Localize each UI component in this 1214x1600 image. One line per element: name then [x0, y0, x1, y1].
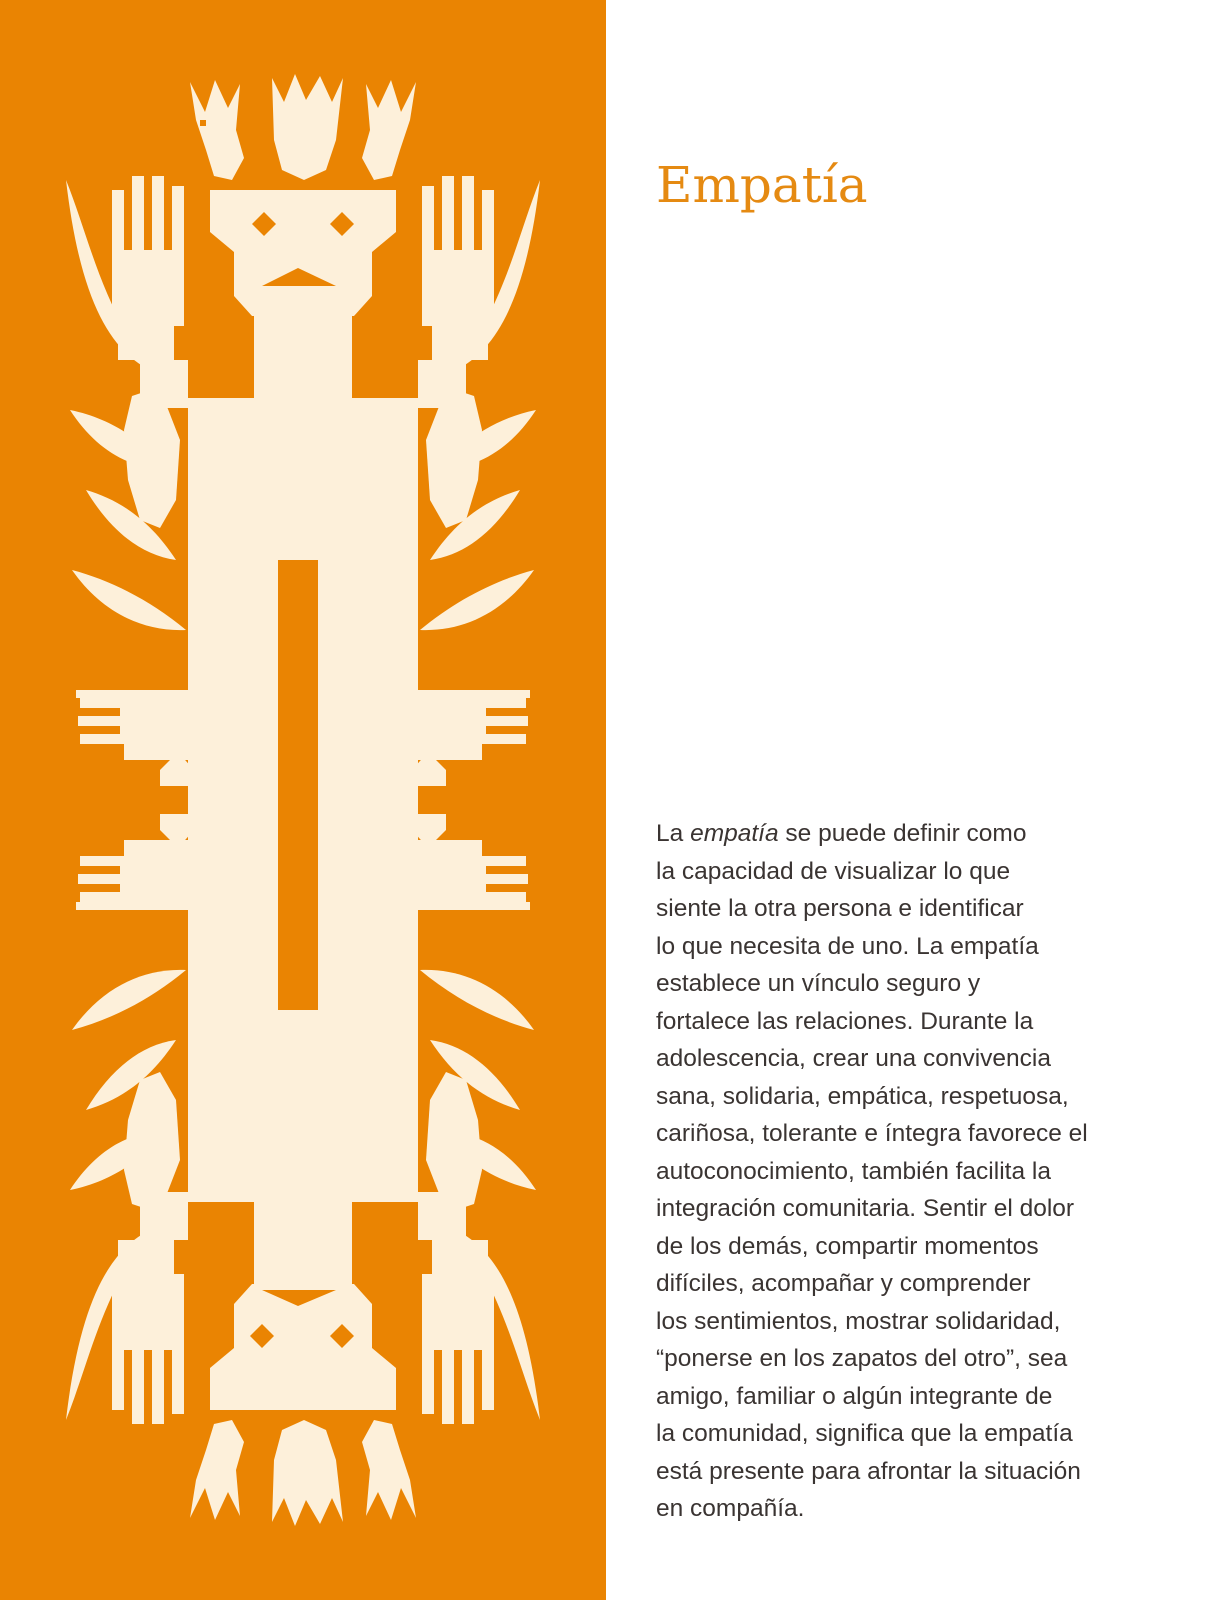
body-line: en compañía.: [656, 1495, 805, 1522]
body-line: autoconocimiento, también facilita la: [656, 1157, 1051, 1185]
body-line: amigo, familiar o algún integrante de: [656, 1382, 1053, 1410]
page-title: Empatía: [656, 156, 868, 214]
body-line: está presente para afrontar la situación: [656, 1457, 1081, 1485]
body-line: de los demás, compartir momentos: [656, 1232, 1039, 1260]
emphasized-term: empatía: [690, 820, 779, 847]
body-line: establece un vínculo seguro y: [656, 970, 981, 997]
body-line: la capacidad de visualizar lo que: [656, 857, 1011, 885]
body-line: adolescencia, crear una convivencia: [656, 1045, 1051, 1072]
body-line: lo que necesita de uno. La empatía: [656, 932, 1039, 960]
papel-picado-panel: [0, 0, 606, 1600]
papel-picado-figure-illustration: [0, 0, 606, 1600]
body-line: cariñosa, tolerante e íntegra favorece el: [656, 1120, 1088, 1147]
body-line: fortalece las relaciones. Durante la: [656, 1007, 1034, 1035]
body-line: los sentimientos, mostrar solidaridad,: [656, 1307, 1061, 1335]
body-line: difíciles, acompañar y comprender: [656, 1270, 1031, 1297]
body-line: la comunidad, significa que la empatía: [656, 1420, 1073, 1447]
body-line: sana, solidaria, empática, respetuosa,: [656, 1082, 1069, 1110]
body-line: integración comunitaria. Sentir el dolor: [656, 1195, 1075, 1222]
body-line: “ponerse en los zapatos del otro”, sea: [656, 1345, 1068, 1372]
body-paragraph: [656, 815, 1196, 1528]
body-line: La empatía se puede definir como: [656, 820, 1027, 847]
body-line: siente la otra persona e identificar: [656, 895, 1024, 922]
